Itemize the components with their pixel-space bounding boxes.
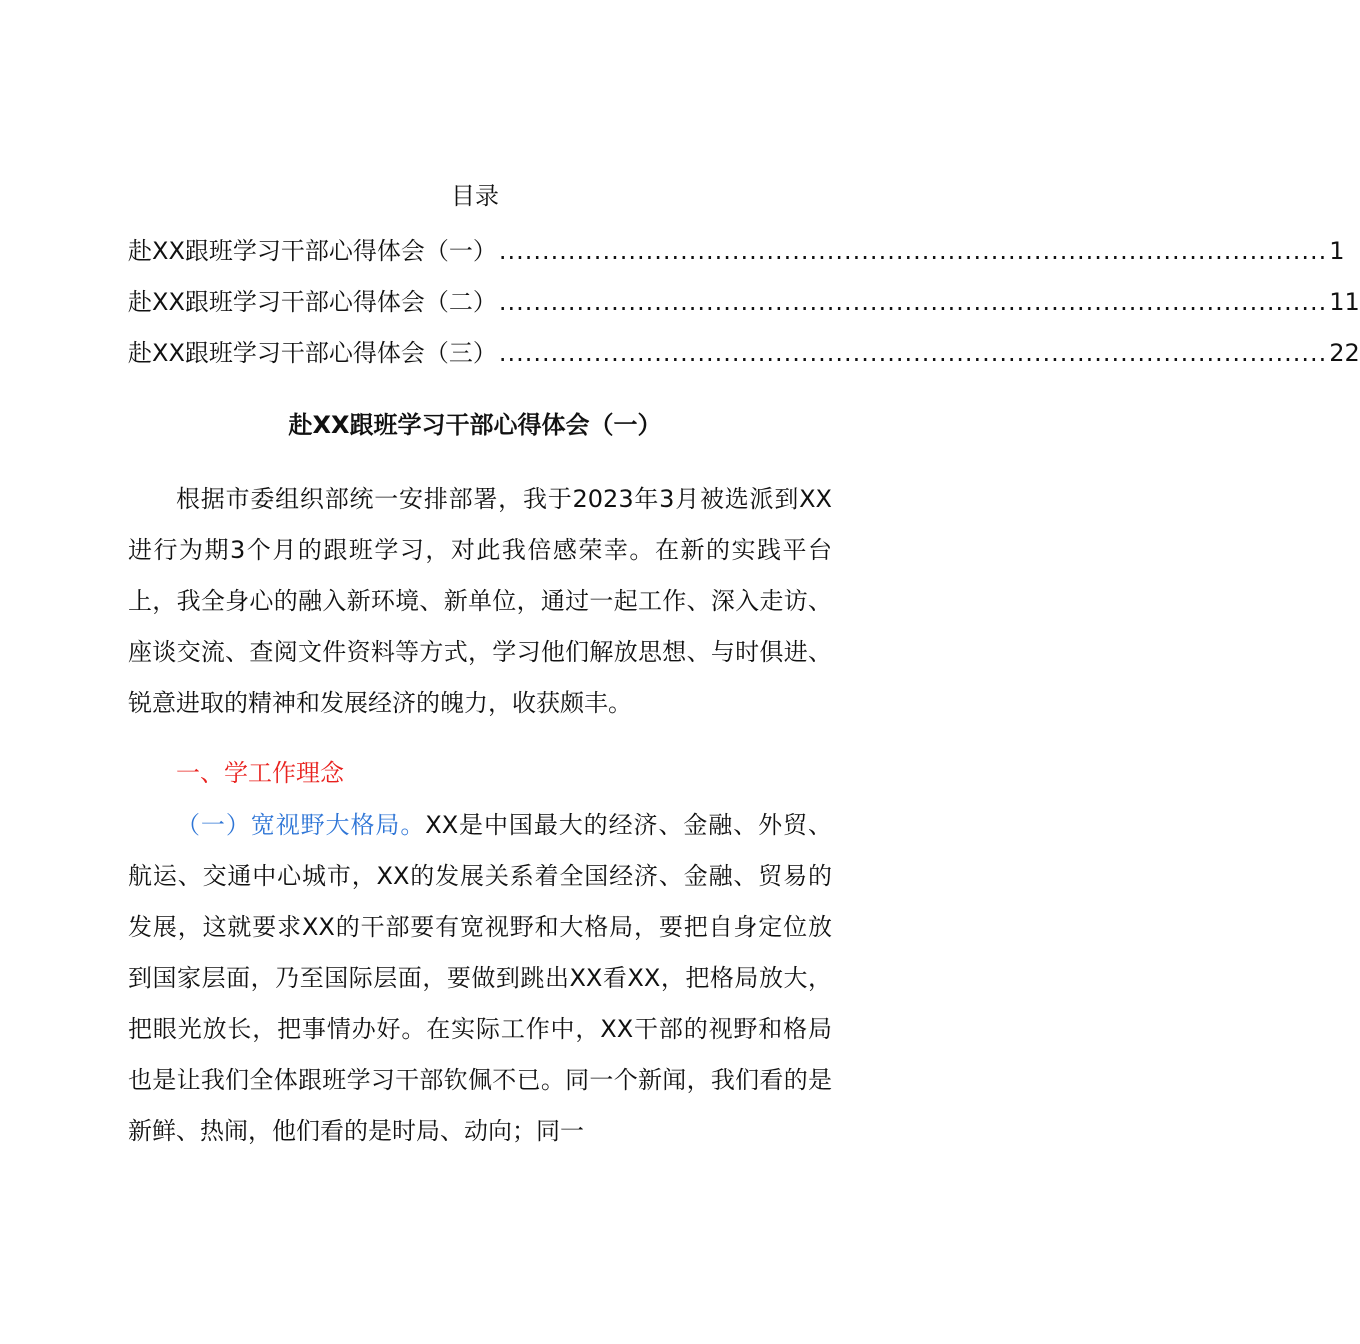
- toc-entry[interactable]: [128, 328, 1360, 379]
- subsection-text: XX是中国最大的经济、金融、外贸、航运、交通中心城市，XX的发展关系着全国经济、金融、贸易的发展，这就要求XX的干部要有宽视野和大格局，要把自身定位放到国家层面，乃至国际层面，要做到跳出XX看XX，把格局放大，把眼光放长，把事情办好。在实际工作中，XX干部的视野和格局也是让我们全体跟班学习干部钦佩不已。同一个新闻，我们看的是新鲜、热闹，他们看的是时局、动向；同一: [128, 811, 832, 1145]
- toc-entry-title: 赴XX跟班学习干部心得体会（一）: [128, 237, 497, 265]
- toc-entry-title: 赴XX跟班学习干部心得体会（三）: [128, 339, 497, 367]
- toc-title: 目录: [451, 182, 499, 210]
- intro-paragraph: 根据市委组织部统一安排部署，我于2023年3月被选派到XX进行为期3个月的跟班学习，对此我倍感荣幸。在新的实践平台上，我全身心的融入新环境、新单位，通过一起工作、深入走访、座谈交流、查阅文件资料等方式，学习他们解放思想、与时俱进、锐意进取的精神和发展经济的魄力，收获颇丰。: [128, 485, 832, 717]
- toc-entry-page: 22: [1329, 339, 1360, 367]
- article-heading: 赴XX跟班学习干部心得体会（一）: [288, 411, 662, 439]
- toc-entry[interactable]: [128, 226, 1345, 277]
- toc-entry-page: 1: [1329, 237, 1345, 265]
- toc-entry-page: 11: [1329, 288, 1360, 316]
- section-heading: 一、学工作理念: [176, 759, 344, 787]
- toc-leader-dots: ................................................................................................: [498, 288, 1328, 316]
- toc-leader-dots: ................................................................................................: [498, 339, 1328, 367]
- toc-entry-title: 赴XX跟班学习干部心得体会（二）: [128, 288, 497, 316]
- toc-entry[interactable]: [128, 277, 1360, 328]
- table-of-contents: [128, 226, 1360, 379]
- toc-leader-dots: ................................................................................................: [498, 237, 1328, 265]
- subsection-heading: （一）宽视野大格局。: [176, 811, 426, 839]
- subsection-paragraph: [128, 800, 832, 1157]
